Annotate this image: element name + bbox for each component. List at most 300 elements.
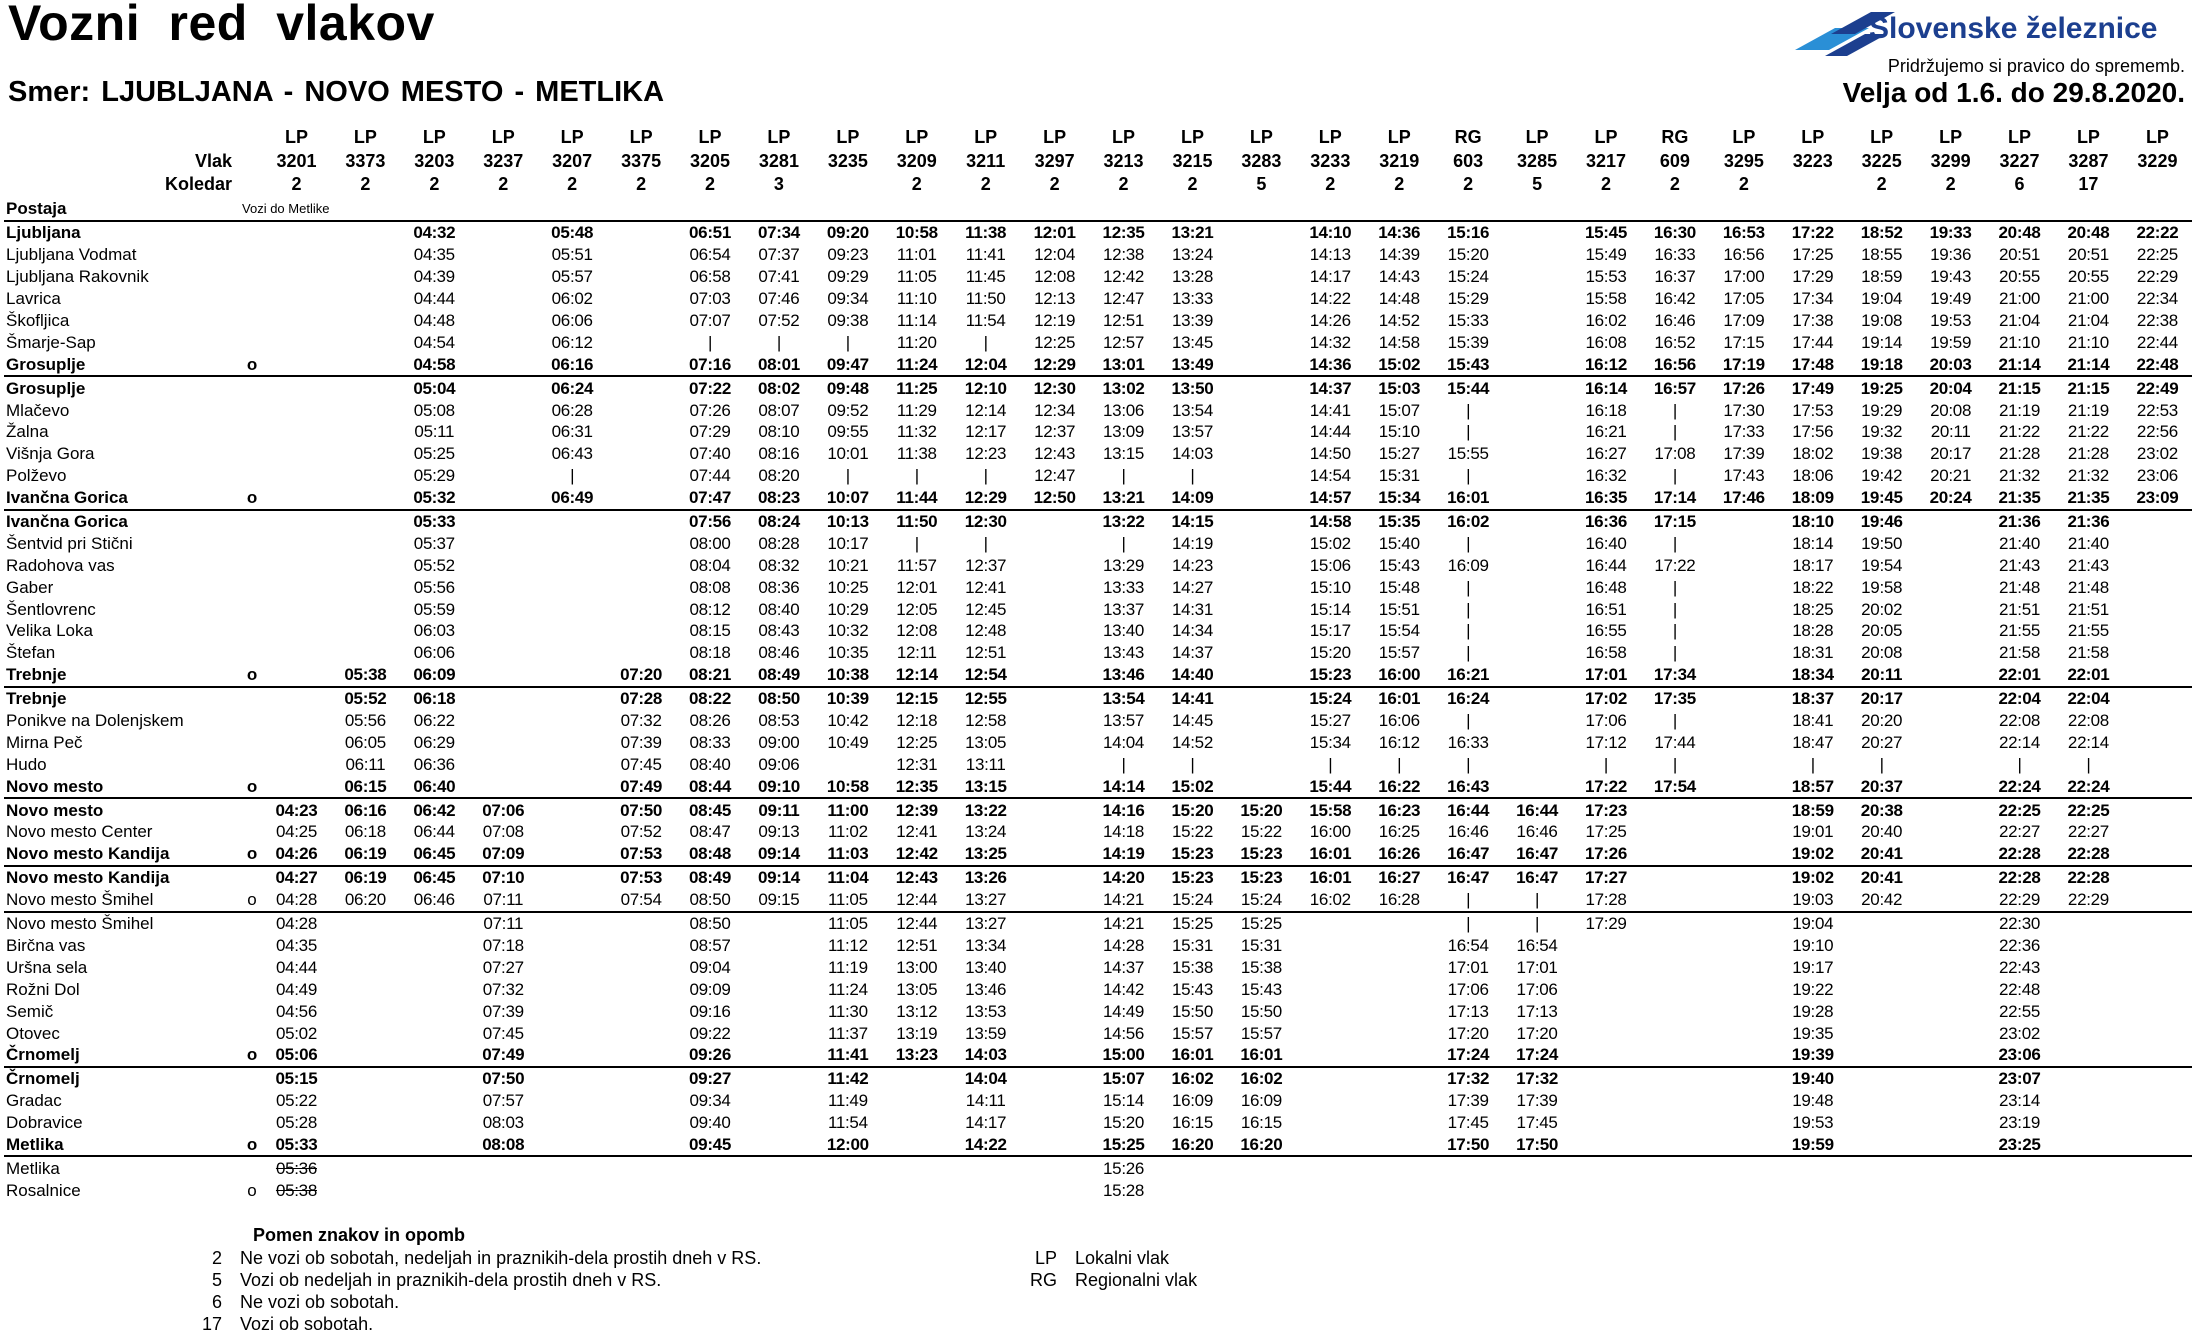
- time-cell: 12:29: [1033, 354, 1076, 374]
- time-cell: [1709, 687, 1778, 710]
- time-cell: 16:51: [1585, 599, 1627, 619]
- time-cell: 09:27: [676, 1067, 745, 1090]
- time-cell: 12:51: [965, 643, 1007, 663]
- time-cell: 13:01: [1102, 354, 1145, 374]
- time-cell: 23:02: [2136, 444, 2178, 464]
- time-cell: [744, 1090, 813, 1112]
- stop-marker: [242, 753, 262, 775]
- train-number: 3295: [1723, 150, 1764, 171]
- time-cell: 12:13: [1034, 289, 1076, 309]
- time-cell: [2123, 978, 2192, 1000]
- time-cell: 17:43: [1723, 466, 1765, 486]
- time-cell: 12:25: [896, 732, 938, 752]
- table-row: [4, 935, 2192, 957]
- train-calendar: 5: [1532, 174, 1543, 195]
- time-cell: 15:27: [1309, 711, 1351, 731]
- time-cell: 18:10: [1778, 510, 1847, 533]
- time-cell: 19:35: [1792, 1023, 1834, 1043]
- time-cell: 05:15: [262, 1067, 331, 1090]
- legend-code: 17: [201, 1314, 222, 1334]
- time-cell: 16:53: [1709, 221, 1778, 244]
- time-cell: 18:25: [1792, 599, 1834, 619]
- time-cell: [607, 421, 676, 443]
- time-cell: 14:09: [1171, 488, 1214, 508]
- time-cell: [1985, 1156, 2054, 1179]
- table-row: [4, 978, 2192, 1000]
- time-cell: [331, 1090, 400, 1112]
- time-cell: [1020, 510, 1089, 533]
- time-cell: 15:17: [1309, 621, 1351, 641]
- time-cell: 13:28: [1171, 267, 1213, 287]
- time-cell: 17:01: [1447, 957, 1489, 977]
- time-cell: [400, 1179, 469, 1201]
- time-cell: 14:41: [1309, 400, 1351, 420]
- time-cell: [1640, 1067, 1709, 1090]
- time-cell: 13:19: [896, 1023, 938, 1043]
- time-cell: 13:24: [965, 822, 1007, 842]
- time-cell: 15:39: [1447, 332, 1489, 352]
- time-cell: 21:10: [2067, 332, 2109, 352]
- time-cell: [1916, 1090, 1985, 1112]
- time-cell: |: [845, 332, 850, 352]
- time-cell: [2123, 912, 2192, 935]
- time-cell: 07:11: [483, 890, 524, 910]
- time-cell: [2123, 598, 2192, 620]
- time-cell: 05:04: [400, 376, 469, 399]
- time-cell: 22:28: [1985, 866, 2054, 889]
- time-cell: 20:27: [1861, 732, 1903, 752]
- time-cell: 09:13: [758, 822, 800, 842]
- time-cell: 12:38: [1103, 245, 1145, 265]
- train-type: LP: [2008, 127, 2032, 148]
- stop-marker: o: [246, 844, 258, 864]
- stop-marker: o: [246, 776, 258, 796]
- time-cell: 12:30: [1020, 376, 1089, 399]
- time-cell: 08:10: [758, 422, 800, 442]
- time-cell: 06:16: [551, 354, 594, 374]
- time-cell: 19:38: [1861, 444, 1903, 464]
- stop-marker: [242, 1022, 262, 1044]
- legend-code: 5: [211, 1270, 222, 1290]
- time-cell: 19:42: [1861, 466, 1903, 486]
- time-cell: 22:44: [2136, 332, 2178, 352]
- time-cell: 12:11: [896, 643, 937, 663]
- time-cell: 10:17: [827, 533, 869, 553]
- time-cell: [1227, 642, 1296, 664]
- time-cell: 13:34: [965, 935, 1007, 955]
- legend-text: Ne vozi ob sobotah.: [240, 1292, 400, 1312]
- time-cell: 06:36: [413, 754, 455, 774]
- time-cell: [1296, 978, 1365, 1000]
- time-cell: 15:31: [1240, 935, 1282, 955]
- time-cell: [1020, 1000, 1089, 1022]
- time-cell: 14:04: [1103, 732, 1145, 752]
- time-cell: 15:43: [1378, 555, 1420, 575]
- time-cell: 15:20: [1158, 798, 1227, 821]
- time-cell: [469, 465, 538, 487]
- time-cell: 19:40: [1778, 1067, 1847, 1090]
- time-cell: 17:29: [1792, 267, 1834, 287]
- time-cell: [2123, 1000, 2192, 1022]
- time-cell: 08:44: [689, 776, 731, 796]
- time-cell: [1572, 1134, 1641, 1157]
- time-cell: 11:24: [896, 354, 938, 374]
- time-cell: 12:37: [1034, 422, 1076, 442]
- train-number: 3219: [1379, 150, 1420, 171]
- time-cell: 14:37: [1103, 957, 1145, 977]
- time-cell: 14:22: [964, 1134, 1007, 1154]
- time-cell: 15:27: [1378, 444, 1420, 464]
- time-cell: 10:07: [826, 488, 869, 508]
- time-cell: 09:52: [827, 400, 869, 420]
- time-cell: [262, 221, 331, 244]
- time-cell: 09:23: [827, 245, 869, 265]
- time-cell: 16:47: [1434, 866, 1503, 889]
- time-cell: 19:49: [1930, 289, 1972, 309]
- time-cell: [1365, 1090, 1434, 1112]
- time-cell: 07:52: [758, 311, 800, 330]
- time-cell: 10:21: [827, 555, 869, 575]
- time-cell: [1778, 1156, 1847, 1179]
- time-cell: [1020, 1112, 1089, 1134]
- time-cell: 06:03: [413, 621, 455, 641]
- time-cell: [1020, 554, 1089, 576]
- time-cell: [1020, 1156, 1089, 1179]
- time-cell: 06:09: [413, 665, 456, 685]
- time-cell: 16:01: [1171, 1045, 1214, 1065]
- time-cell: 20:20: [1861, 711, 1903, 731]
- time-cell: 23:06: [2136, 466, 2178, 486]
- time-cell: 22:29: [2067, 890, 2109, 910]
- station-name: Šmarje-Sap: [6, 332, 96, 352]
- table-row: [4, 956, 2192, 978]
- time-cell: 19:36: [1930, 245, 1972, 265]
- time-cell: [1365, 1156, 1434, 1179]
- table-row: [4, 598, 2192, 620]
- time-cell: [2123, 710, 2192, 732]
- time-cell: [538, 935, 607, 957]
- time-cell: 16:23: [1365, 798, 1434, 821]
- time-cell: [744, 935, 813, 957]
- time-cell: 08:53: [758, 711, 800, 731]
- time-cell: |: [1503, 912, 1572, 935]
- time-cell: 16:02: [1158, 1067, 1227, 1090]
- time-cell: [331, 598, 400, 620]
- time-cell: [1916, 731, 1985, 753]
- time-cell: 16:22: [1378, 776, 1421, 796]
- time-cell: 17:13: [1516, 1001, 1558, 1021]
- time-cell: 07:32: [620, 711, 662, 731]
- train-calendar: 2: [1187, 174, 1198, 195]
- calendar-label: Koledar: [164, 174, 233, 195]
- train-calendar: 2: [291, 174, 302, 195]
- time-cell: 11:57: [896, 555, 937, 575]
- time-cell: 11:05: [896, 267, 937, 287]
- train-type: LP: [491, 127, 515, 148]
- train-number: 3375: [621, 150, 662, 171]
- time-cell: [1020, 598, 1089, 620]
- stop-marker: [242, 554, 262, 576]
- time-cell: 22:22: [2123, 221, 2192, 244]
- time-cell: [1916, 1112, 1985, 1134]
- time-cell: |: [1466, 400, 1471, 420]
- stop-marker: [242, 465, 262, 487]
- time-cell: 15:03: [1365, 376, 1434, 399]
- train-type: RG: [1661, 127, 1689, 148]
- time-cell: [469, 598, 538, 620]
- time-cell: [1709, 532, 1778, 554]
- time-cell: 11:42: [813, 1067, 882, 1090]
- time-cell: 15:35: [1365, 510, 1434, 533]
- time-cell: [1503, 753, 1572, 775]
- time-cell: [2123, 866, 2192, 889]
- time-cell: 11:20: [896, 332, 937, 352]
- time-cell: 10:58: [826, 776, 869, 796]
- time-cell: [469, 731, 538, 753]
- time-cell: [469, 687, 538, 710]
- station-name: Šentlovrenc: [6, 599, 96, 619]
- stop-marker: [242, 421, 262, 443]
- station-name: Višnja Gora: [6, 444, 95, 464]
- time-cell: [331, 244, 400, 266]
- time-cell: [1227, 576, 1296, 598]
- time-cell: 16:36: [1572, 510, 1641, 533]
- table-row: [4, 532, 2192, 554]
- time-cell: [1916, 576, 1985, 598]
- station-name: Škofljica: [6, 311, 70, 330]
- time-cell: [538, 598, 607, 620]
- train-type: LP: [1043, 127, 1067, 148]
- time-cell: 21:14: [1998, 354, 2041, 374]
- time-cell: 22:30: [1985, 912, 2054, 935]
- train-calendar: 3: [773, 174, 784, 195]
- time-cell: 04:25: [275, 822, 317, 842]
- time-cell: [1503, 1179, 1572, 1201]
- table-row: [4, 1134, 2192, 1157]
- time-cell: 15:29: [1447, 289, 1489, 309]
- time-cell: 14:36: [1365, 221, 1434, 244]
- time-cell: 20:42: [1861, 890, 1903, 910]
- time-cell: 13:25: [964, 844, 1007, 864]
- time-cell: 05:28: [275, 1113, 317, 1133]
- time-cell: 17:01: [1516, 957, 1558, 977]
- table-row: [4, 1112, 2192, 1134]
- time-cell: [1020, 843, 1089, 866]
- time-cell: [1640, 1112, 1709, 1134]
- time-cell: 12:04: [1034, 245, 1076, 265]
- time-cell: [607, 244, 676, 266]
- time-cell: 07:45: [482, 1023, 524, 1043]
- time-cell: 15:50: [1171, 1001, 1213, 1021]
- time-cell: 19:32: [1861, 422, 1903, 442]
- time-cell: 12:41: [965, 577, 1007, 597]
- station-name: Uršna sela: [6, 957, 88, 977]
- time-cell: [1227, 244, 1296, 266]
- time-cell: 16:21: [1585, 422, 1627, 442]
- time-cell: 11:14: [896, 311, 937, 330]
- train-type: LP: [1112, 127, 1136, 148]
- time-cell: 06:20: [344, 890, 386, 910]
- time-cell: 06:24: [538, 376, 607, 399]
- time-cell: 14:27: [1171, 577, 1213, 597]
- time-cell: [2054, 1179, 2123, 1201]
- time-cell: [262, 353, 331, 376]
- station-name: Grosuplje: [4, 376, 242, 399]
- time-cell: 18:31: [1792, 643, 1834, 663]
- time-cell: 04:35: [275, 935, 317, 955]
- time-cell: [1227, 532, 1296, 554]
- time-cell: 11:02: [827, 822, 868, 842]
- time-cell: 15:25: [1227, 912, 1296, 935]
- time-cell: 13:15: [964, 776, 1007, 796]
- time-cell: 06:42: [400, 798, 469, 821]
- time-cell: [1916, 889, 1985, 912]
- train-calendar: 2: [1600, 174, 1611, 195]
- time-cell: [1227, 731, 1296, 753]
- stop-marker: [242, 1000, 262, 1022]
- time-cell: 21:51: [1999, 599, 2041, 619]
- time-cell: 12:41: [896, 822, 938, 842]
- time-cell: [331, 487, 400, 510]
- legend-type: [1025, 1248, 1169, 1269]
- time-cell: 08:08: [482, 1134, 525, 1154]
- time-cell: [1503, 376, 1572, 399]
- time-cell: 18:14: [1792, 533, 1834, 553]
- validity-text: Velja od 1.6. do 29.8.2020.: [1842, 77, 2185, 108]
- time-cell: 18:28: [1792, 621, 1834, 641]
- time-cell: [1709, 978, 1778, 1000]
- table-row: [4, 753, 2192, 775]
- time-cell: 22:38: [2136, 311, 2178, 330]
- time-cell: 14:45: [1171, 711, 1213, 731]
- time-cell: 11:12: [827, 935, 868, 955]
- time-cell: 05:52: [331, 687, 400, 710]
- time-cell: 20:40: [1861, 822, 1903, 842]
- time-cell: 20:03: [1929, 354, 1972, 374]
- time-cell: [1640, 843, 1709, 866]
- time-cell: [1020, 935, 1089, 957]
- time-cell: 21:04: [1999, 311, 2041, 330]
- time-cell: [331, 221, 400, 244]
- train-number: 3235: [827, 150, 868, 171]
- time-cell: [1020, 1022, 1089, 1044]
- time-cell: [1227, 1179, 1296, 1201]
- table-row: [4, 443, 2192, 465]
- time-cell: 05:52: [413, 555, 455, 575]
- time-cell: [262, 399, 331, 421]
- legend-note: [190, 1270, 661, 1291]
- time-cell: 12:54: [964, 665, 1007, 685]
- time-cell: 13:02: [1089, 376, 1158, 399]
- time-cell: [538, 843, 607, 866]
- time-cell: [1503, 310, 1572, 332]
- time-cell: |: [1466, 711, 1471, 731]
- table-row: [4, 912, 2192, 935]
- time-cell: [262, 487, 331, 510]
- time-cell: 12:39: [882, 798, 951, 821]
- notice-text: Pridržujemo si pravico do sprememb.: [1887, 56, 2185, 76]
- time-cell: [2054, 1067, 2123, 1090]
- time-cell: 05:33: [275, 1134, 318, 1154]
- time-cell: 21:55: [1999, 621, 2041, 641]
- time-cell: 14:20: [1089, 866, 1158, 889]
- time-cell: [2123, 1134, 2192, 1157]
- time-cell: 15:31: [1378, 466, 1420, 486]
- time-cell: 13:26: [951, 866, 1020, 889]
- time-cell: 21:58: [1999, 643, 2041, 663]
- time-cell: 15:22: [1171, 822, 1213, 842]
- table-row: [4, 1000, 2192, 1022]
- time-cell: [538, 1022, 607, 1044]
- station-name: Novo mesto: [6, 776, 104, 796]
- train-number: 3205: [689, 150, 731, 171]
- time-cell: [1709, 912, 1778, 935]
- time-cell: 15:26: [1089, 1156, 1158, 1179]
- time-cell: |: [1466, 466, 1471, 486]
- time-cell: 14:58: [1296, 510, 1365, 533]
- time-cell: 16:12: [1585, 354, 1627, 374]
- time-cell: 08:28: [758, 533, 800, 553]
- time-cell: [2123, 1044, 2192, 1067]
- time-cell: [469, 331, 538, 353]
- station-name: Semič: [6, 1001, 54, 1021]
- time-cell: 06:15: [344, 776, 387, 796]
- time-cell: 04:48: [413, 311, 455, 330]
- time-cell: [1640, 866, 1709, 889]
- time-cell: [1847, 1000, 1916, 1022]
- time-cell: 22:08: [1999, 711, 2041, 731]
- time-cell: [331, 353, 400, 376]
- time-cell: [400, 1112, 469, 1134]
- time-cell: 06:22: [413, 711, 455, 731]
- time-cell: 21:22: [2067, 422, 2109, 442]
- train-calendar: 6: [2014, 174, 2025, 195]
- time-cell: [331, 1022, 400, 1044]
- time-cell: 09:14: [744, 866, 813, 889]
- time-cell: 16:33: [1654, 245, 1696, 265]
- time-cell: 05:57: [551, 267, 593, 287]
- stop-marker: [242, 1090, 262, 1112]
- time-cell: 14:44: [1309, 422, 1351, 442]
- time-cell: 21:48: [1999, 577, 2041, 597]
- time-cell: 17:32: [1503, 1067, 1572, 1090]
- time-cell: [607, 532, 676, 554]
- time-cell: 17:39: [1723, 444, 1765, 464]
- time-cell: 13:21: [1158, 221, 1227, 244]
- time-cell: [744, 978, 813, 1000]
- time-cell: 09:06: [758, 754, 800, 774]
- time-cell: [1503, 443, 1572, 465]
- time-cell: 15:24: [1171, 890, 1213, 910]
- time-cell: [676, 1156, 745, 1179]
- time-cell: 08:15: [689, 621, 731, 641]
- time-cell: 14:17: [965, 1113, 1007, 1133]
- train-type: LP: [1180, 127, 1204, 148]
- stop-marker: [242, 687, 262, 710]
- time-cell: |: [1672, 643, 1677, 663]
- time-cell: 13:39: [1171, 311, 1213, 330]
- time-cell: [607, 642, 676, 664]
- time-cell: [1709, 710, 1778, 732]
- station-name: Mlačevo: [6, 400, 70, 420]
- time-cell: [1916, 554, 1985, 576]
- time-cell: [1296, 1179, 1365, 1201]
- time-cell: |: [707, 332, 713, 352]
- time-cell: [1916, 620, 1985, 642]
- train-calendar: [2123, 173, 2192, 197]
- stop-marker: [242, 399, 262, 421]
- time-cell: [469, 353, 538, 376]
